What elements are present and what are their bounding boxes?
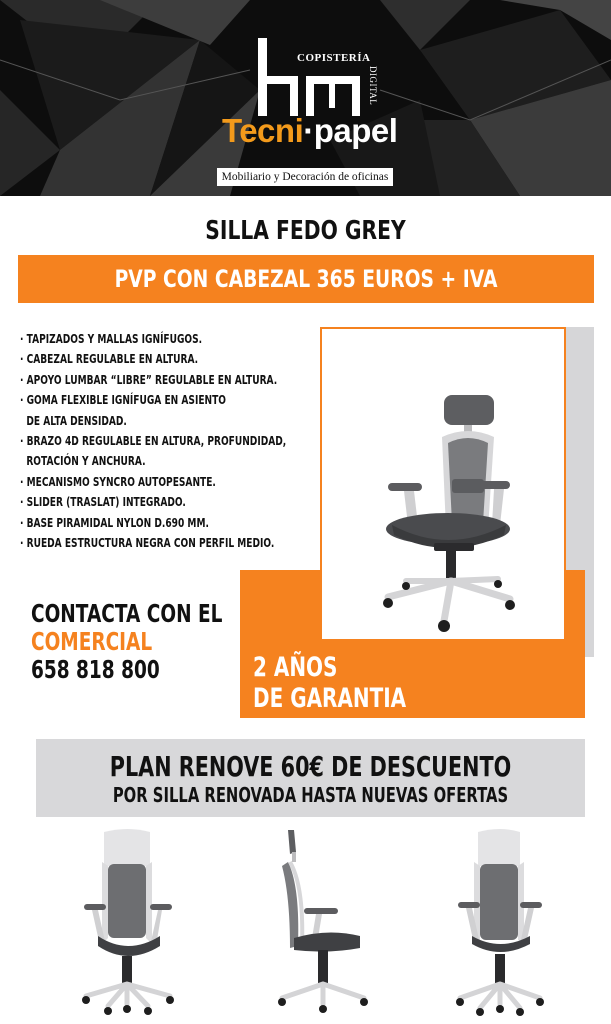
feature-item: · RUEDA ESTRUCTURA NEGRA CON PERFIL MEDIO. [20, 535, 275, 551]
office-chair-icon [322, 329, 564, 639]
feature-item: · CABEZAL REGULABLE EN ALTURA. [20, 351, 199, 367]
feature-item: ROTACIÓN Y ANCHURA. [20, 453, 146, 469]
warranty-line-2: DE GARANTIA [253, 683, 407, 714]
feature-list [20, 329, 340, 553]
brand-part-1: Tecni [222, 112, 304, 149]
tagline: Mobiliario y Decoración de oficinas [217, 168, 393, 186]
promo-panel [36, 739, 585, 817]
chair-rear-view-icon [450, 826, 550, 1022]
chair-back-view-icon [78, 826, 178, 1022]
price-text: PVP CON CABEZAL 365 EUROS + IVA [114, 265, 498, 293]
product-photo [320, 327, 566, 641]
feature-item: · TAPIZADOS Y MALLAS IGNÍFUGOS. [20, 331, 203, 346]
feature-item: · GOMA FLEXIBLE IGNÍFUGA EN ASIENTO [20, 392, 227, 408]
brand-logo [222, 113, 397, 149]
promo-subline: POR SILLA RENOVADA HASTA NUEVAS OFERTAS [112, 783, 509, 807]
feature-item: · SLIDER (TRASLAT) INTEGRADO. [20, 494, 186, 510]
feature-item: · APOYO LUMBAR “LIBRE” REGULABLE EN ALTURA. [20, 371, 278, 387]
feature-item: DE ALTA DENSIDAD. [20, 412, 127, 428]
product-title: SILLA FEDO GREY [205, 216, 406, 246]
promo-headline: PLAN RENOVE 60€ DE DESCUENTO [109, 750, 512, 783]
warranty-line-1: 2 AÑOS [253, 652, 338, 683]
feature-item: · BASE PIRAMIDAL NYLON D.690 MM. [20, 514, 209, 530]
header-banner [0, 0, 611, 196]
brand-part-2: ·papel [303, 112, 398, 149]
contact-line-1: CONTACTA CON EL [31, 599, 223, 628]
price-bar [18, 255, 594, 303]
feature-item: · BRAZO 4D REGULABLE EN ALTURA, PROFUNDIDAD, [20, 433, 287, 449]
chair-side-view-icon [268, 826, 368, 1022]
logo-digital: DIGITAL [368, 66, 378, 106]
feature-item: · MECANISMO SYNCRO AUTOPESANTE. [20, 473, 216, 489]
logo-copisteria: COPISTERÍA [297, 52, 371, 64]
abstract-background [0, 0, 611, 196]
contact-line-2: COMERCIAL [31, 627, 153, 656]
contact-block [31, 600, 290, 684]
contact-phone[interactable]: 658 818 800 [31, 655, 160, 684]
